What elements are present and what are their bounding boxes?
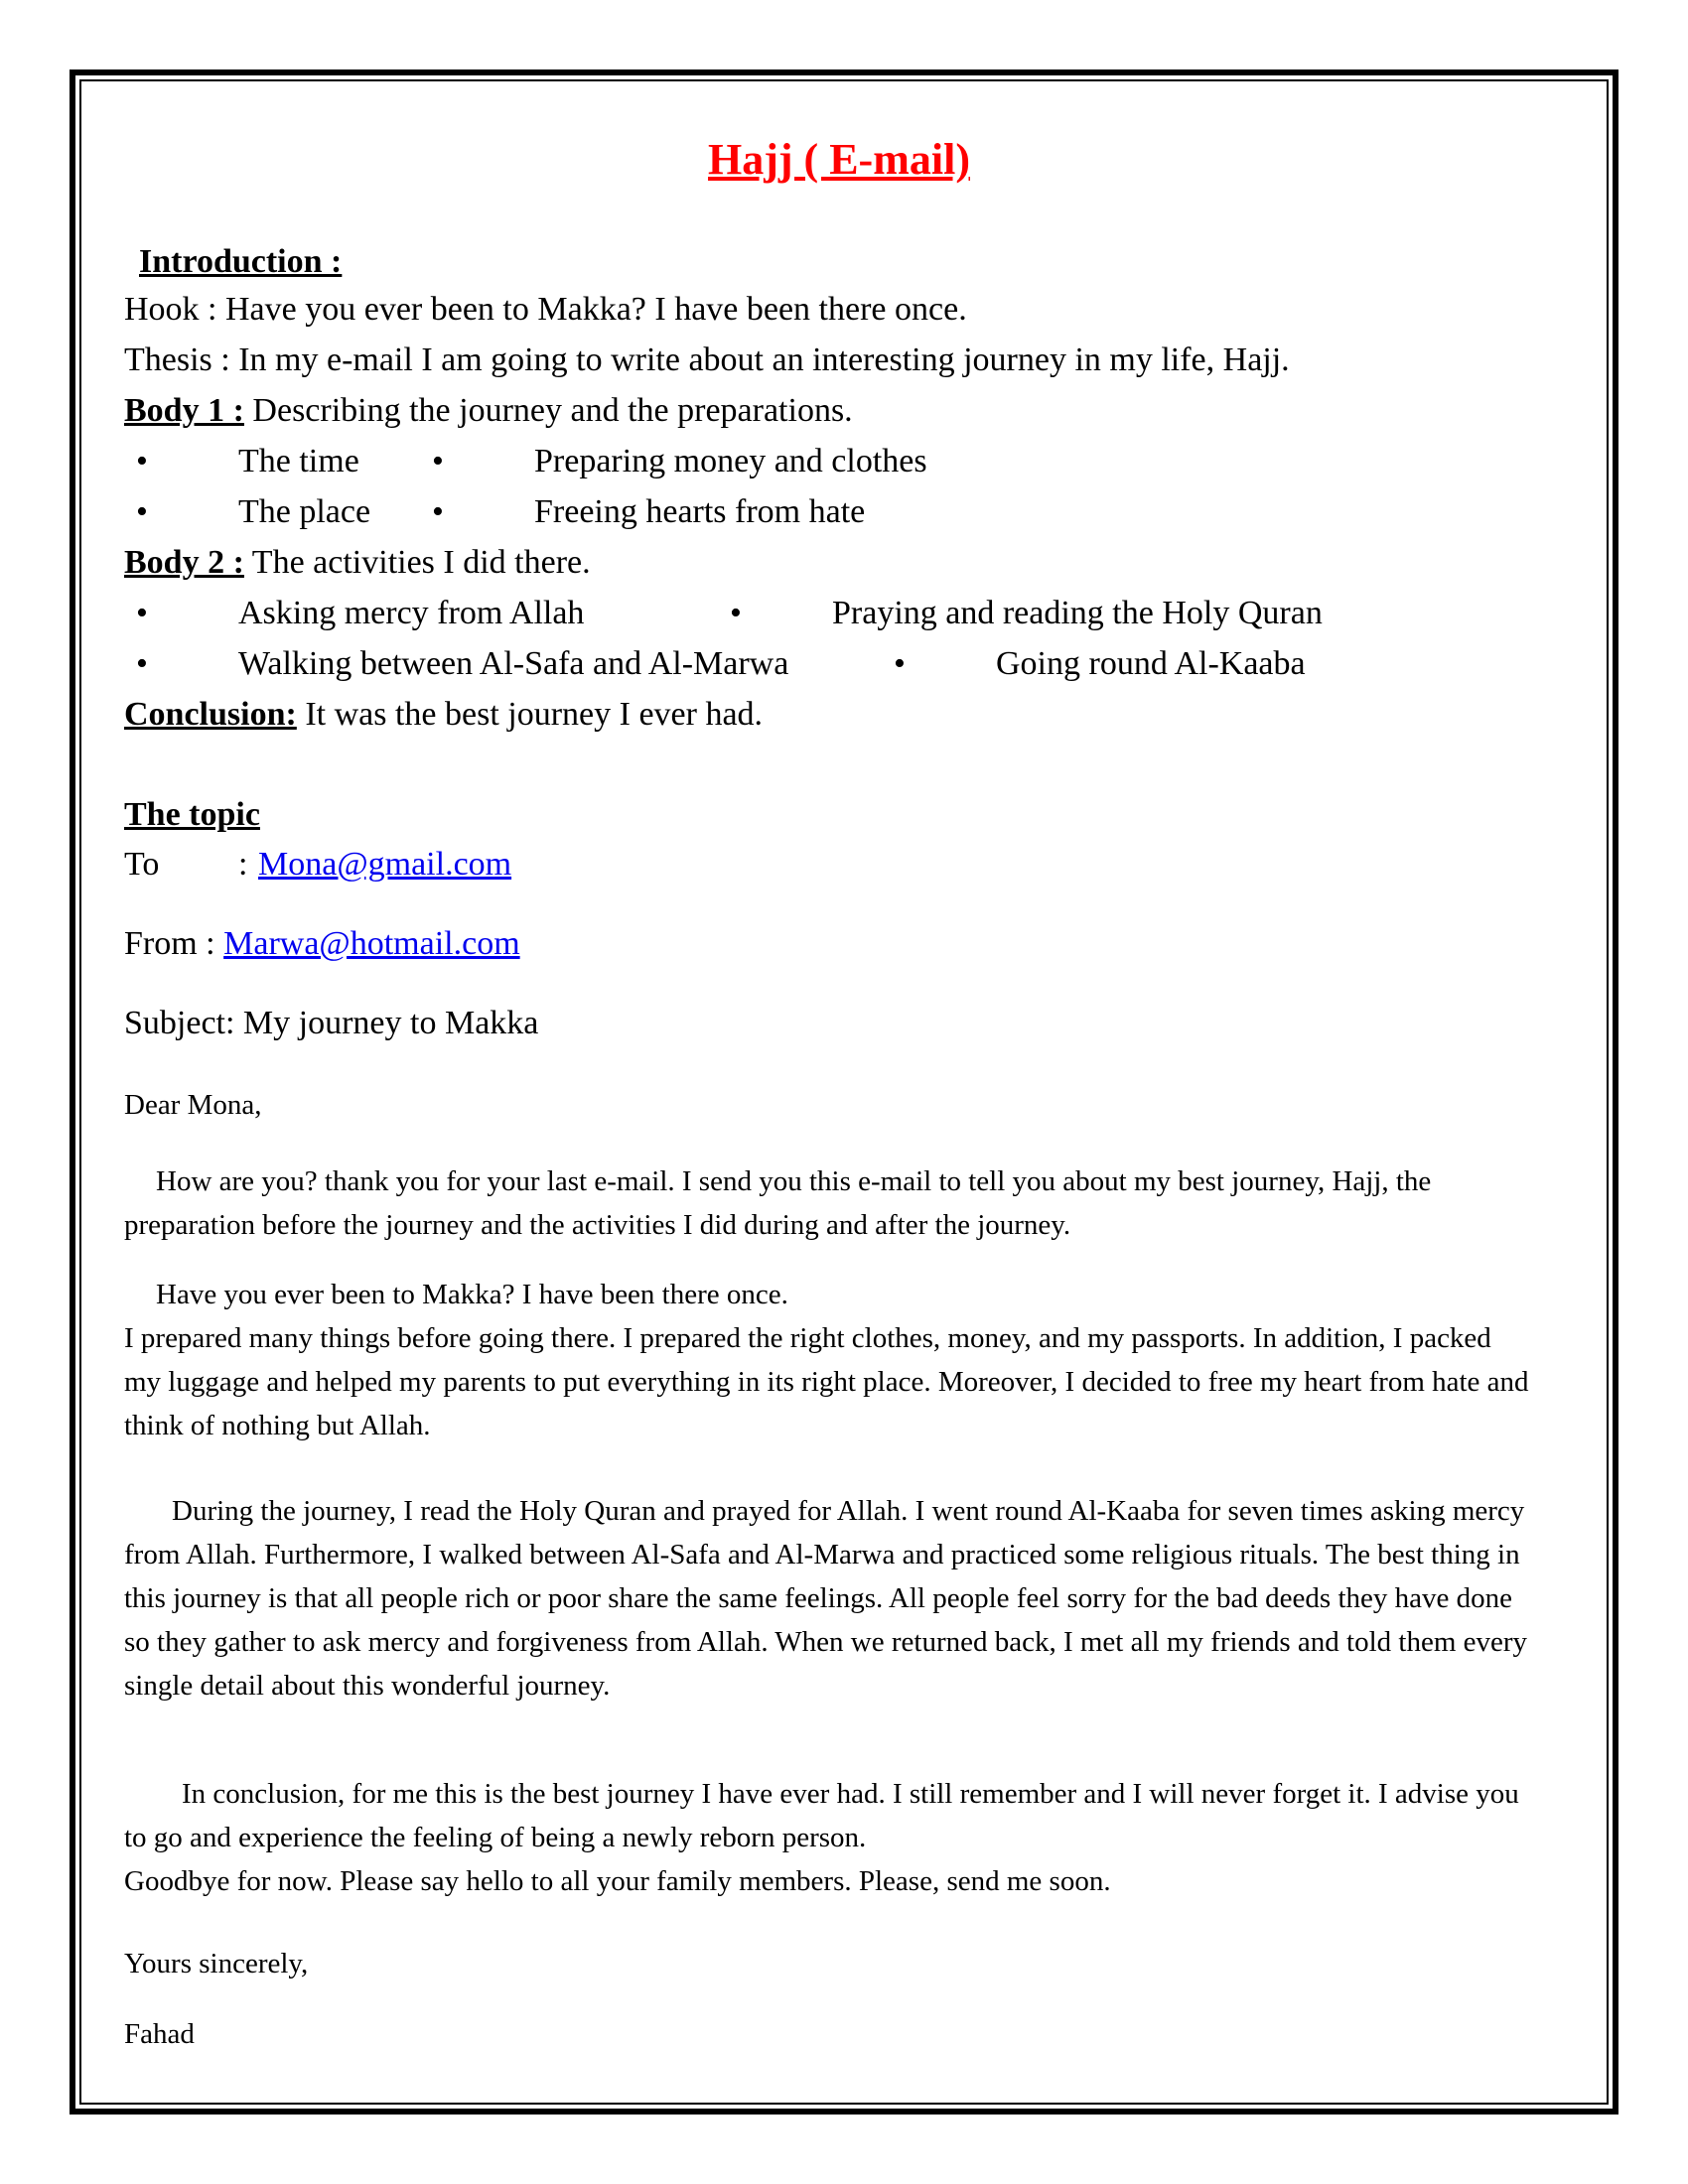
paragraph-3: During the journey, I read the Holy Quran and prayed for Allah. I went round Al-Kaaba for seven times asking mercy from Allah. Furthermore, I walked between Al-Safa and Al-Marwa and practiced some religious rituals. The best thing in this journey is that all people rich or poor share the same feelings. All people feel sorry for the bad deeds they have done so they gather to ask mercy and forgiveness from Allah. When we returned back, I met all my friends and told them every single detail about this wonderful journey. bbox=[124, 1495, 1528, 1702]
to-email-link[interactable]: Mona@gmail.com bbox=[258, 846, 512, 883]
from-email-link[interactable]: Marwa@hotmail.com bbox=[223, 925, 520, 962]
body2-item: Going round Al-Kaaba bbox=[996, 645, 1306, 682]
paragraph-1: How are you? thank you for your last e-mail. I send you this e-mail to tell you about my best journey, Hajj, the preparation before the journey and the activities I did during and after the journey. bbox=[124, 1165, 1432, 1241]
paragraph-2: Have you ever been to Makka? I have been there once. I prepared many things before going there. I prepared the right clothes, money, and my passports. In addition, I packed my luggage and helped my parents to put everything in its right place. Moreover, I decided to free my heart from hate and think of nothing but Allah. bbox=[124, 1279, 1529, 1441]
bullet: • bbox=[894, 645, 906, 682]
body2-item: Praying and reading the Holy Quran bbox=[832, 595, 1323, 631]
body1-item: The place bbox=[238, 493, 371, 530]
bullet: • bbox=[432, 443, 444, 479]
body2-item: Walking between Al-Safa and Al-Marwa bbox=[238, 645, 789, 682]
document-title: Hajj ( E-mail) bbox=[708, 135, 970, 184]
body2-line bbox=[124, 544, 591, 582]
signature: Fahad bbox=[124, 2018, 195, 2050]
bullet: • bbox=[136, 645, 148, 682]
from-line bbox=[124, 925, 520, 963]
subject-line: Subject: My journey to Makka bbox=[124, 1005, 539, 1041]
conclusion-text: It was the best journey I ever had. bbox=[296, 696, 764, 733]
bullet: • bbox=[730, 595, 742, 631]
body1-item: Preparing money and clothes bbox=[534, 443, 927, 479]
conclusion-line bbox=[124, 696, 763, 734]
body2-label: Body 2 : bbox=[124, 544, 244, 581]
body1-label: Body 1 : bbox=[124, 392, 244, 429]
bullet: • bbox=[432, 493, 444, 530]
body1-item: The time bbox=[238, 443, 359, 479]
greeting: Dear Mona, bbox=[124, 1089, 262, 1121]
to-separator: : bbox=[238, 846, 248, 883]
to-line bbox=[124, 846, 512, 884]
bullet: • bbox=[136, 493, 148, 530]
topic-heading: The topic bbox=[124, 796, 260, 833]
body1-text: Describing the journey and the preparations. bbox=[243, 392, 853, 429]
hook-line: Hook : Have you ever been to Makka? I have been there once. bbox=[124, 291, 967, 328]
body2-item: Asking mercy from Allah bbox=[238, 595, 585, 631]
bullet: • bbox=[136, 443, 148, 479]
introduction-heading: Introduction : bbox=[139, 243, 343, 280]
bullet: • bbox=[136, 595, 148, 631]
body2-text: The activities I did there. bbox=[243, 544, 591, 581]
body1-line bbox=[124, 392, 853, 430]
from-label: From : bbox=[124, 925, 215, 962]
body1-item: Freeing hearts from hate bbox=[534, 493, 866, 530]
closing: Yours sincerely, bbox=[124, 1948, 309, 1979]
conclusion-label: Conclusion: bbox=[124, 696, 297, 733]
to-label: To bbox=[124, 846, 160, 883]
paragraph-4: In conclusion, for me this is the best journey I have ever had. I still remember and I will never forget it. I advise you to go and experience the feeling of being a newly reborn person. Goodbye for now. Please say hello to all your family members. Please, send me soon. bbox=[124, 1778, 1519, 1897]
thesis-line: Thesis : In my e-mail I am going to write about an interesting journey in my life, Hajj. bbox=[124, 341, 1290, 378]
